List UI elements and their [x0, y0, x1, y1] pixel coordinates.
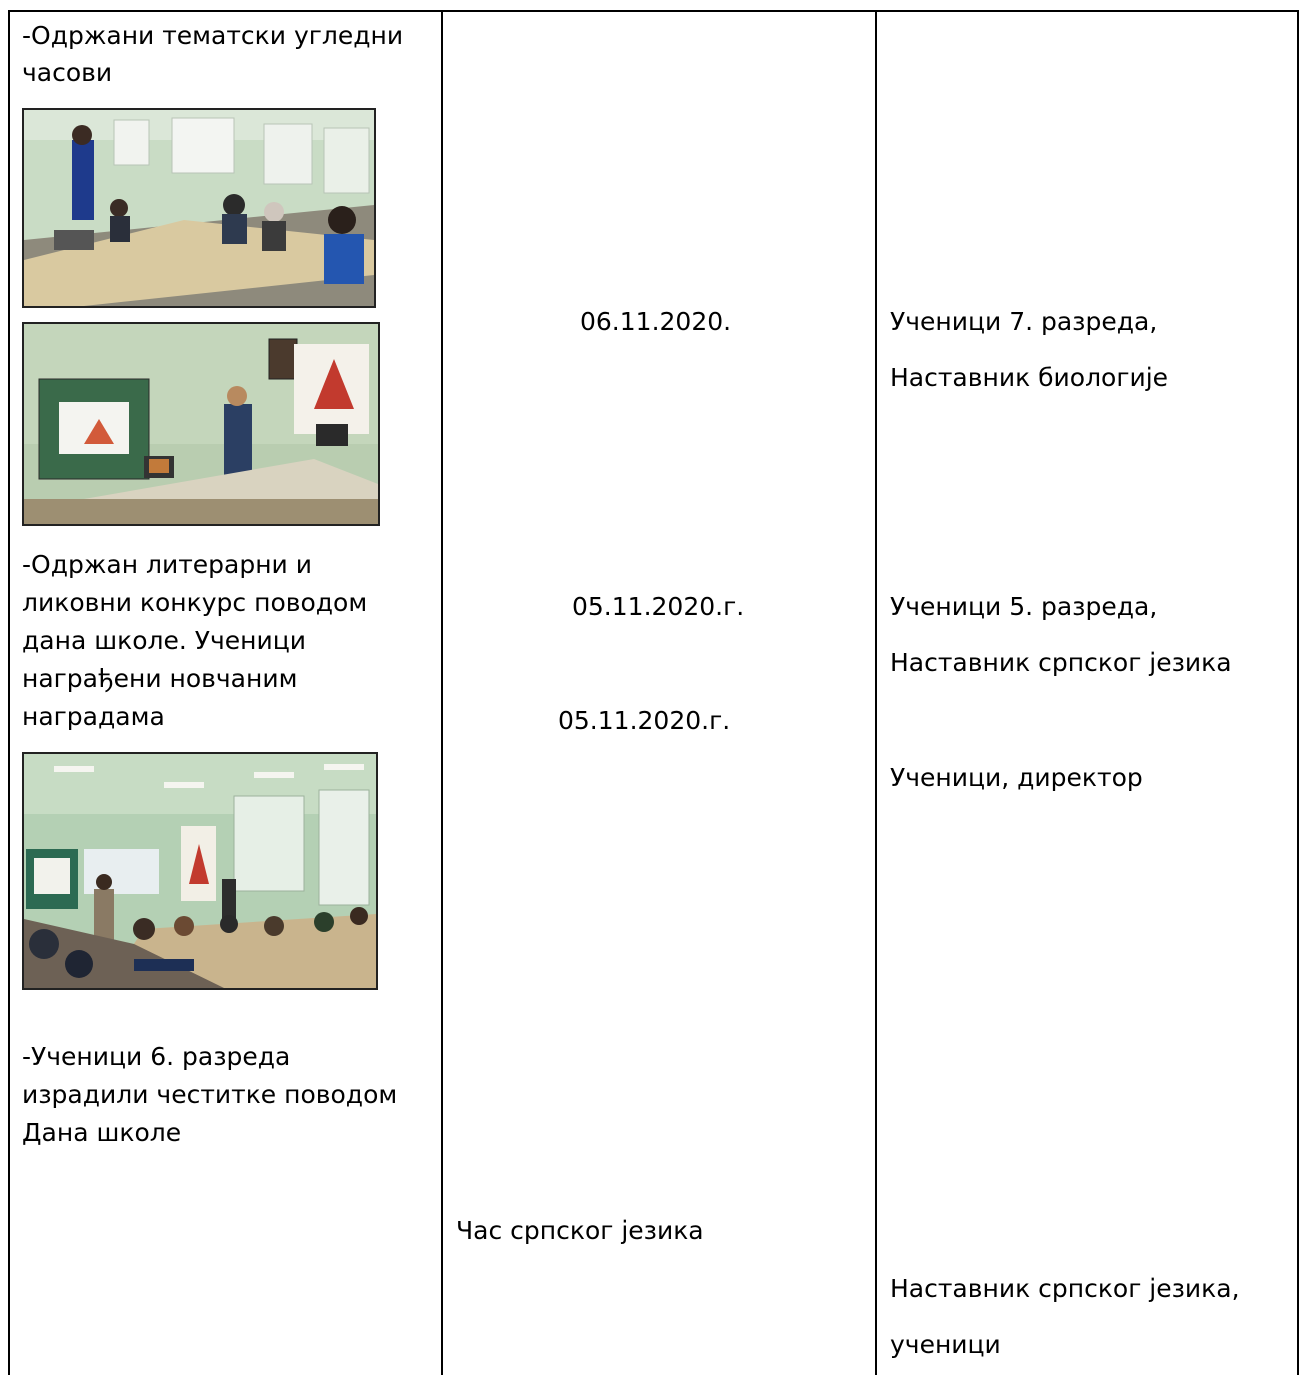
table-border-col2	[441, 10, 443, 1375]
participants-2-line-2: Наставник српског језика	[890, 648, 1232, 677]
activity-2-line-3: дана школе. Ученици	[22, 626, 306, 655]
table-border-col3	[875, 10, 877, 1375]
participants-4-line-1: Наставник српског језика,	[890, 1274, 1240, 1303]
lesson-name: Час српског језика	[456, 1216, 704, 1245]
table-border-left	[8, 10, 10, 1375]
participants-4-line-2: ученици	[890, 1330, 1001, 1359]
date-2: 05.11.2020.г.	[572, 592, 745, 621]
activity-2-line-1: -Одржан литерарни и	[22, 550, 313, 579]
activity-2-line-2: ликовни конкурс поводом	[22, 588, 368, 617]
activity-2-line-4: награђени новчаним	[22, 664, 298, 693]
activity-3-line-3: Дана школе	[22, 1118, 182, 1147]
activity-1-line-2: часови	[22, 58, 113, 87]
date-3: 05.11.2020.г.	[558, 706, 731, 735]
classroom-photo-2	[22, 322, 380, 526]
classroom-photo-3	[22, 752, 378, 990]
participants-1-line-1: Ученици 7. разреда,	[890, 307, 1158, 336]
participants-2-line-1: Ученици 5. разреда,	[890, 592, 1158, 621]
activity-2-line-5: наградама	[22, 702, 165, 731]
participants-3: Ученици, директор	[890, 763, 1143, 792]
activity-3-line-1: -Ученици 6. разреда	[22, 1042, 291, 1071]
date-1: 06.11.2020.	[580, 307, 732, 336]
table-top-border	[8, 10, 1299, 12]
classroom-photo-1	[22, 108, 376, 308]
table-border-right	[1297, 10, 1299, 1375]
activity-3-line-2: израдили честитке поводом	[22, 1080, 398, 1109]
participants-1-line-2: Наставник биологије	[890, 363, 1169, 392]
activity-1-line-1: -Одржани тематски угледни	[22, 21, 404, 50]
